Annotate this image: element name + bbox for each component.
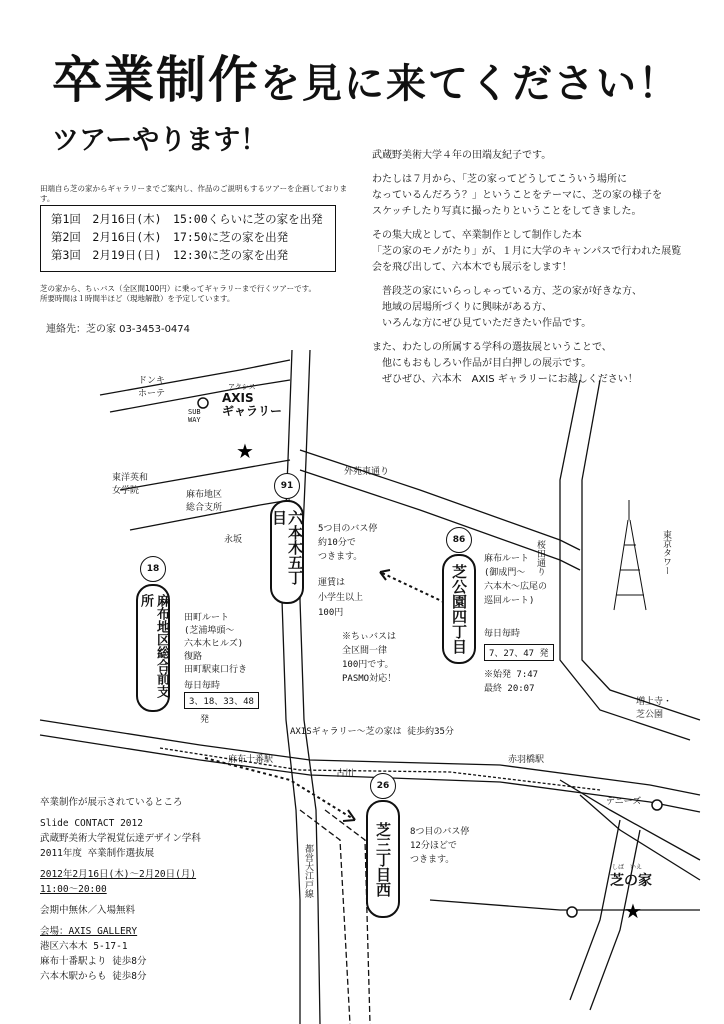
note-fare: 運賃は 小学生以上 100円 bbox=[318, 578, 364, 618]
note-azabu-route: 麻布ルート (御成門〜 六本木〜広尾の 巡回ルート) bbox=[484, 554, 548, 606]
bus-stop-shiba3-nishi: 芝三丁目西 bbox=[366, 800, 400, 918]
bus-stop-marker bbox=[652, 800, 662, 810]
bus-stop-number: 18 bbox=[140, 556, 166, 582]
note-tamachi-route: 田町ルート (芝浦埠頭〜 六本木ヒルズ) 復路 田町駅東口行き bbox=[184, 613, 248, 675]
label-akabanebashi: 赤羽橋駅 bbox=[508, 755, 545, 765]
intro-line: 会を飛び出して、六本木でも展示をします！ bbox=[372, 262, 572, 273]
tour-note-2: 所要時間は１時間半ほど（現地解散）を予定しています。 bbox=[40, 293, 235, 303]
bus-stop-number: 26 bbox=[370, 773, 396, 799]
intro-line: その集大成として、卒業制作として制作した本 bbox=[372, 230, 582, 241]
intro-line: 武蔵野美術大学４年の田端友紀子です。 bbox=[372, 150, 552, 161]
label-donki: ドンキ ホーテ bbox=[138, 376, 166, 399]
exh-org: 武蔵野美術大学視覚伝達デザイン学科 bbox=[40, 833, 201, 844]
tour-notes bbox=[40, 284, 360, 304]
exh-access-2: 六本木駅からも 徒歩8分 bbox=[40, 971, 147, 982]
shibanoie-star-icon: ★ bbox=[624, 899, 642, 923]
label-axis-kana: アクシス bbox=[228, 383, 256, 391]
title-rest: を見に来てください！ bbox=[260, 61, 680, 107]
label-axis-gallery: AXIS ギャラリー bbox=[222, 391, 283, 418]
label-tokyo-tower: 東京タワー bbox=[661, 530, 671, 575]
label-shibanoie-kana: しば いえ bbox=[612, 864, 643, 871]
tour-row-2: 第2回 2月16日(木) 17:50に芝の家を出発 bbox=[51, 230, 289, 244]
intro-line: スケッチしたり写真に撮ったりということをしてきました。 bbox=[372, 206, 642, 217]
exh-dates: 2012年2月16日(木)〜2月20日(月) bbox=[40, 869, 197, 880]
exh-hours: 11:00〜20:00 bbox=[40, 884, 107, 895]
title-main: 卒業制作 bbox=[52, 51, 260, 109]
tour-intro: 田端自ら芝の家からギャラリーまでご案内し、作品のご説明もするツアーを企画しております。 bbox=[40, 184, 348, 203]
intro-line: わたしは７月から、「芝の家ってどうしてこういう場所に bbox=[372, 174, 627, 185]
note-every-hour-l: 毎日毎時 bbox=[184, 681, 221, 691]
label-toei: 都営大江戸線 bbox=[303, 844, 313, 898]
exh-name: Slide CONTACT 2012 bbox=[40, 818, 143, 829]
axis-star-icon: ★ bbox=[236, 439, 254, 463]
tour-schedule-box bbox=[40, 205, 336, 272]
subway-marker bbox=[198, 398, 208, 408]
label-walk-note: AXISギャラリー〜芝の家は 徒歩約35分 bbox=[290, 727, 454, 737]
exh-heading: 卒業制作が展示されているところ bbox=[40, 797, 183, 808]
note-8th-stop: 8つ目のバス停 12分ほどで つきます。 bbox=[410, 827, 470, 865]
intro-line: また、わたしの所属する学科の選抜展ということで、 bbox=[372, 342, 612, 353]
label-sakurada: 桜田通り bbox=[535, 540, 545, 576]
bus-stop-roppongi5: 六本木五丁目 bbox=[270, 500, 304, 604]
note-hatsu: 発 bbox=[200, 715, 210, 725]
intro-line: 普段芝の家にいらっしゃっている方、芝の家が好きな方、 bbox=[382, 286, 642, 297]
tour-note-1: 芝の家から、ちぃバス（全区間100円）に乗ってギャラリーまで行くツアーです。 bbox=[40, 284, 316, 293]
note-times-r: 7、27、47 発 bbox=[484, 644, 554, 661]
contact-info: 連絡先：芝の家 03-3453-0474 bbox=[46, 324, 191, 335]
intro-line: なっているんだろう？」ということをテーマに、芝の家の様子を bbox=[372, 190, 662, 201]
tour-row-3: 第3回 2月19日(日) 12:30に芝の家を出発 bbox=[51, 248, 289, 262]
tour-row-1: 第1回 2月16日(木) 15:00くらいに芝の家を出発 bbox=[51, 212, 323, 226]
label-nagasaka: 永坂 bbox=[224, 535, 243, 545]
intro-line: 地域の居場所づくりに興味がある方、 bbox=[382, 302, 552, 313]
bus-stop-azabu-office: 麻布地区総合前支所 bbox=[136, 584, 170, 712]
label-dennys: デニーズ bbox=[606, 797, 642, 807]
intro-line: ぜひぜひ、六本木 AXIS ギャラリーにお越しください！ bbox=[382, 374, 638, 385]
note-pasmo: ※ちぃバスは 全区間一律 100円です。 PASMO対応！ bbox=[342, 632, 397, 684]
exh-address: 港区六本木 5-17-1 bbox=[40, 941, 128, 952]
bus-stop-marker bbox=[567, 907, 577, 917]
note-times-l: 3、18、33、48 bbox=[184, 692, 259, 709]
bus-stop-shibakoen4: 芝公園四丁目 bbox=[442, 554, 476, 664]
exh-admission: 会期中無休／入場無料 bbox=[40, 905, 136, 916]
intro-line: 「芝の家のモノがたり」が、１月に大学のキャンパスで行われた展覧 bbox=[372, 246, 682, 257]
intro-line: 他にもおもしろい作品が目白押しの展示です。 bbox=[382, 358, 592, 369]
exh-year: 2011年度 卒業制作選抜展 bbox=[40, 848, 155, 859]
label-azabu-office: 麻布地区 総合支所 bbox=[186, 490, 223, 513]
label-gaien: 外苑東通り bbox=[344, 467, 390, 477]
label-toyo-eiwa: 東洋英和 女学院 bbox=[112, 473, 149, 496]
page-subtitle: ツアーやります！ bbox=[52, 125, 268, 156]
label-shibanoie: 芝の家 bbox=[610, 873, 652, 889]
bus-stop-number: 91 bbox=[274, 473, 300, 499]
label-zojoji: 増上寺・ 芝公園 bbox=[636, 697, 673, 720]
note-first-last: ※始発 7:47 最終 20:07 bbox=[484, 670, 539, 694]
tokyo-tower-icon bbox=[614, 500, 646, 610]
exh-venue: 会場：AXIS GALLERY bbox=[40, 926, 138, 937]
note-5th-stop: 5つ目のバス停 約10分で つきます。 bbox=[318, 524, 378, 562]
exhibition-info bbox=[40, 795, 201, 984]
bus-stop-number: 86 bbox=[446, 527, 472, 553]
note-every-hour-r: 毎日毎時 bbox=[484, 629, 521, 639]
exh-access-1: 麻布十番駅より 徒歩8分 bbox=[40, 956, 147, 967]
label-subway: SUB WAY bbox=[188, 408, 201, 424]
intro-line: いろんな方にぜひ見ていただきたい作品です。 bbox=[382, 318, 592, 329]
page-title bbox=[52, 40, 680, 112]
label-furukawa: 古川 bbox=[336, 769, 355, 779]
label-azabu-juban: 麻布十番駅 bbox=[228, 755, 274, 765]
